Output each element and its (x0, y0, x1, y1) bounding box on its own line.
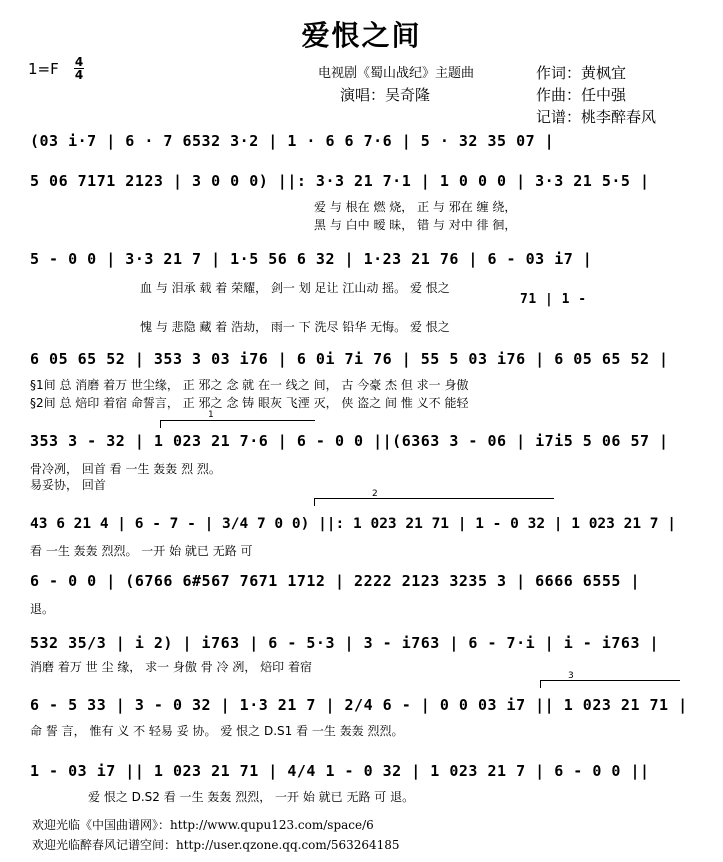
time-signature-bottom: 4 (74, 68, 84, 82)
volta-3-line (540, 680, 680, 681)
notation-row-8: 532 35/3 | i 2) | i763 | 6 - 5·3 | 3 - i763 | 6 - 7·i | i - i763 | (30, 634, 660, 652)
alt-ending-notes: 71 | 1 - (520, 292, 587, 307)
volta-3-start (540, 680, 541, 688)
lyricist: 作词：黄枫宜 (536, 64, 627, 82)
notation-row-3: 5 - 0 0 | 3·3 21 7 | 1·5 56 6 32 | 1·23 21 76 | 6 - 03 i7 | (30, 250, 593, 268)
notation-row-10: 1 - 03 i7 || 1 023 21 71 | 4/4 1 - 0 32 | 1 023 21 7 | 6 - 0 0 || (30, 762, 650, 780)
lyric-row-3-verse-2: 愧 与 悲隐 藏 着 浩劫， 雨一 下 洗尽 铅华 无悔。 爱 恨之 (140, 320, 450, 334)
lyric-row-4-verse-1: §1间 总 消磨 着万 世尘缘， 正 邪之 念 就 在一 线之 间， 古 今豪 杰 但 求一 身傲 (30, 378, 469, 392)
lyric-row-2-verse-2: 黑 与 白中 暧 昧， 错 与 对中 徘 徊， (314, 218, 517, 232)
notation-row-9: 6 - 5 33 | 3 - 0 32 | 1·3 21 7 | 2/4 6 - | 0 0 03 i7 || 1 023 21 71 | (30, 696, 688, 714)
notation-row-5: 353 3 - 32 | 1 023 21 7·6 | 6 - 0 0 ||(6363 3 - 06 | i7i5 5 06 57 | (30, 432, 669, 450)
lyric-row-4-verse-2: §2间 总 焙印 着宿 命誓言， 正 邪之 念 铸 眼灰 飞湮 灭， 侠 盗之 间 惟 义不 能轻 (30, 396, 469, 410)
notation-row-6: 43 6 21 4 | 6 - 7 - | 3/4 7 0 0) ||: 1 023 21 71 | 1 - 0 32 | 1 023 21 7 | (30, 516, 677, 532)
key-signature: 1=F (28, 60, 59, 78)
lyric-row-10: 爱 恨之 D.S2 看 一生 轰轰 烈烈， 一开 始 就已 无路 可 退。 (88, 790, 415, 804)
lyric-row-5-verse-1: 骨冷冽， 回首 看 一生 轰轰 烈 烈。 (30, 462, 221, 476)
volta-1-label: 1 (208, 410, 214, 420)
song-title: 爱恨之间 (301, 19, 422, 52)
volta-2-line (314, 498, 554, 499)
singer: 演唱：吴奇隆 (340, 86, 431, 104)
source-note: 电视剧《蜀山战纪》主题曲 (318, 66, 475, 81)
time-signature-top: 4 (74, 55, 84, 69)
notation-row-1: (03 i·7 | 6 · 7 6532 3·2 | 1 · 6 6 7·6 | 5 · 32 35 07 | (30, 132, 555, 150)
volta-2-label: 2 (372, 489, 378, 499)
transcriber: 记谱：桃李醉春风 (536, 108, 657, 126)
notation-row-7: 6 - 0 0 | (6766 6#567 7671 1712 | 2222 2123 3235 3 | 6666 6555 | (30, 572, 640, 590)
composer: 作曲：任中强 (536, 86, 627, 104)
lyric-row-3-verse-1: 血 与 泪承 载 着 荣耀， 剑一 划 足让 江山动 摇。 爱 恨之 (140, 281, 450, 295)
lyric-row-5-verse-2: 易妥协， 回首 (30, 478, 106, 492)
footer-link-qupu[interactable]: 欢迎光临《中国曲谱网》：http://www.qupu123.com/space/6 (32, 818, 374, 832)
lyric-row-6: 看 一生 轰轰 烈烈。 一开 始 就已 无路 可 (30, 544, 253, 558)
notation-row-2: 5 06 7171 2123 | 3 0 0 0) ||: 3·3 21 7·1 | 1 0 0 0 | 3·3 21 5·5 | (30, 172, 650, 190)
lyric-row-2-verse-1: 爱 与 根在 燃 烧， 正 与 邪在 缠 绕， (314, 200, 517, 214)
volta-3-label: 3 (568, 671, 574, 681)
lyric-row-8: 消磨 着万 世 尘 缘， 求一 身傲 骨 冷 冽， 焙印 着宿 (30, 660, 312, 674)
volta-1-start (160, 420, 161, 428)
lyric-row-7: 退。 (30, 602, 55, 616)
volta-2-start (314, 498, 315, 506)
lyric-row-9: 命 誓 言， 惟有 义 不 轻易 妥 协。 爱 恨之 D.S1 看 一生 轰轰 烈烈。 (30, 724, 404, 738)
footer-link-qzone[interactable]: 欢迎光临醉春风记谱空间：http://user.qzone.qq.com/563264185 (32, 838, 400, 852)
time-signature (74, 56, 84, 81)
notation-row-4: 6 05 65 52 | 353 3 03 i76 | 6 0i 7i 76 | 55 5 03 i76 | 6 05 65 52 | (30, 350, 669, 368)
volta-1-line (160, 420, 315, 421)
